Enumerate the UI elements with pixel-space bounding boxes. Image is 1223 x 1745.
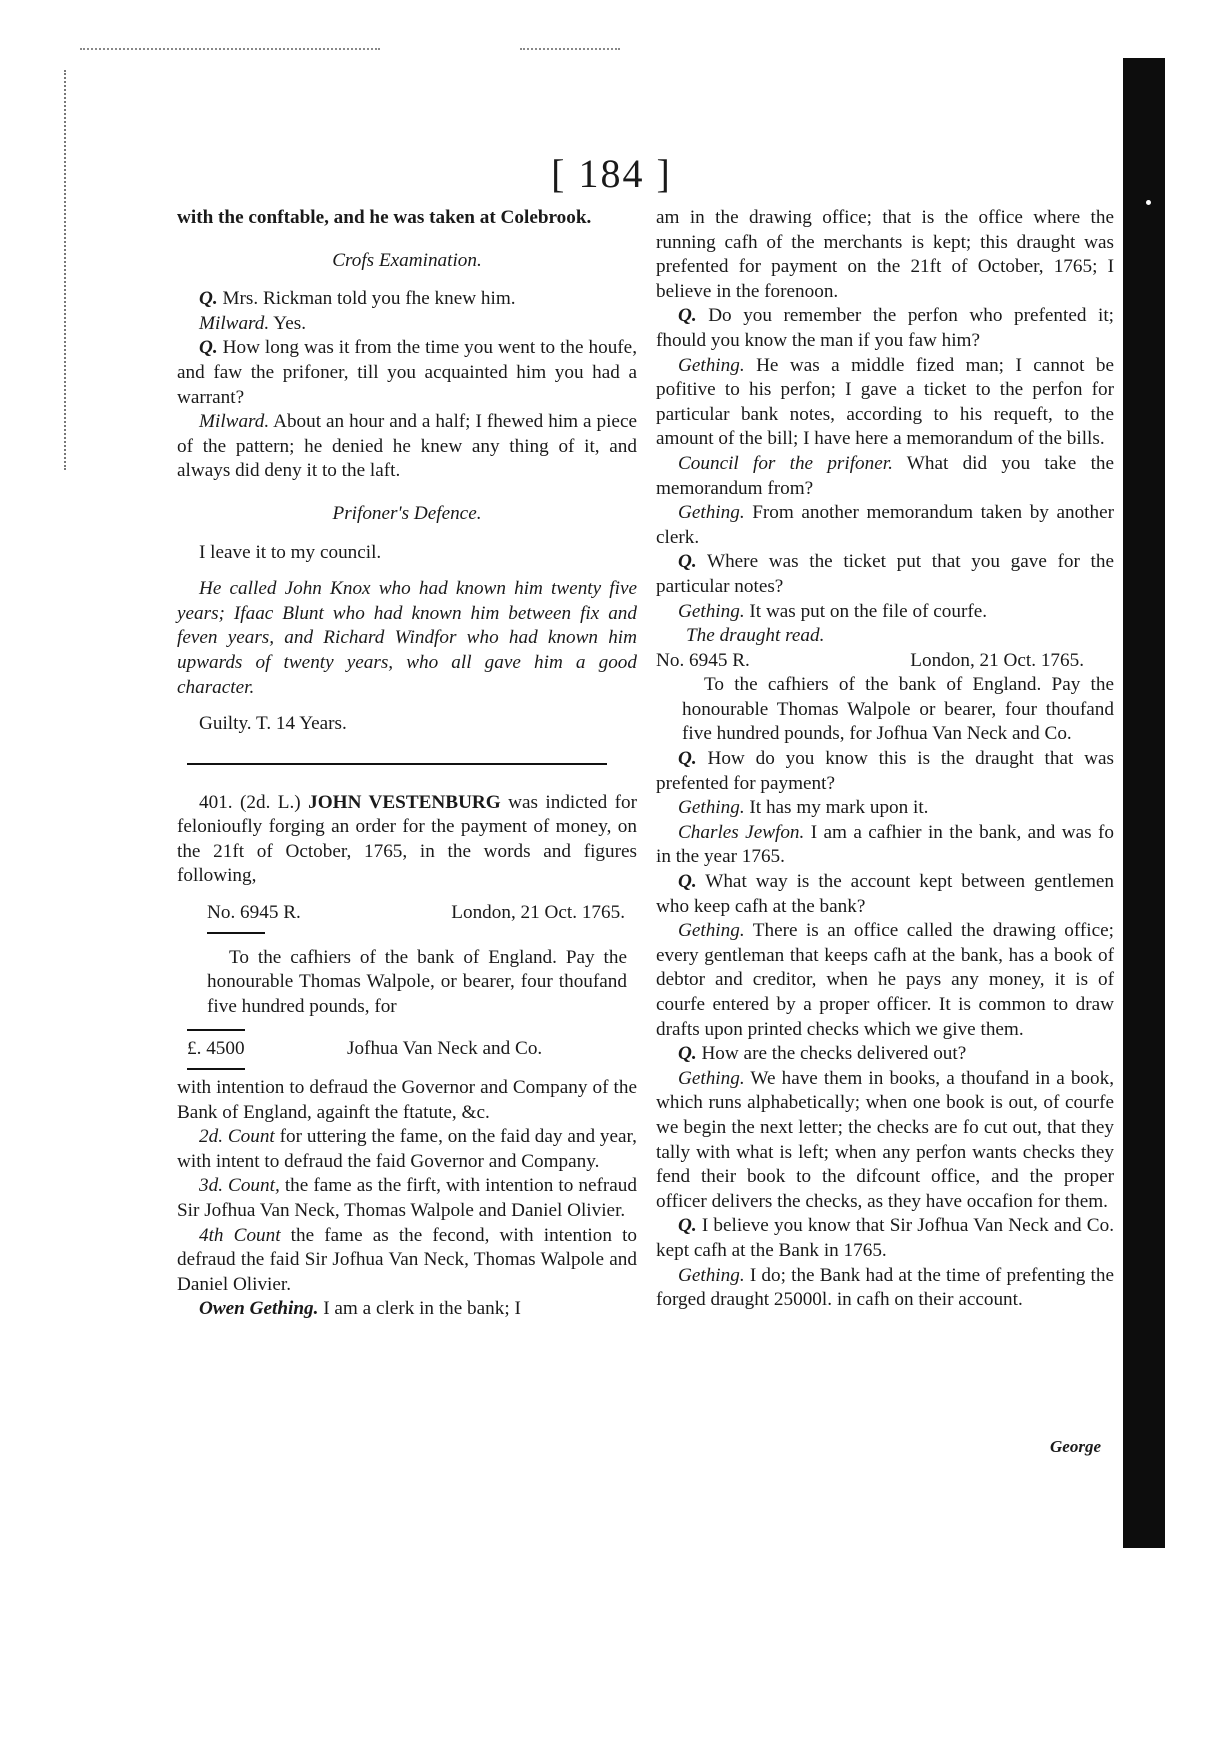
question-text: How long was it from the time you went to the houfe, and faw the prifoner, till you acquainted him you had a warrant? <box>177 337 637 408</box>
answer-paragraph <box>656 1067 1114 1215</box>
draught-read-label: The draught read. <box>686 625 825 647</box>
draft-number: No. 6945 R. <box>207 902 301 924</box>
question-paragraph <box>656 870 1114 919</box>
speaker-name: Milward. <box>199 411 270 433</box>
count-paragraph <box>177 1224 637 1298</box>
case-heading-paragraph <box>177 791 637 889</box>
speaker-name: Gething. <box>678 1264 745 1286</box>
answer-text: What did you take the memorandum from? <box>656 452 1115 499</box>
answer-text: From another memorandum taken by another clerk. <box>656 502 1114 548</box>
question-text: What way is the account kept between gentlemen who keep cafh at the bank? <box>656 871 1114 917</box>
answer-paragraph <box>656 919 1114 1042</box>
defence-heading: Prifoner's Defence. <box>332 502 482 524</box>
question-paragraph <box>656 1042 1114 1067</box>
count-label: 2d. Count <box>199 1126 275 1148</box>
scan-speckle-left <box>64 70 72 470</box>
answer-paragraph <box>177 410 637 484</box>
draft-rule <box>187 1068 245 1070</box>
answer-paragraph <box>656 501 1114 550</box>
witness-paragraph <box>177 1297 637 1322</box>
answer-text: He was a middle fized man; I cannot be pofitive to his perfon; I gave a ticket to the perfon for particular bank notes, according to his requeft, to the amount of the bill; I have here a memorandum of the bills. <box>656 354 1114 450</box>
answer-text: I do; the Bank had at the time of prefenting the forged draught 25000l. in cafh on their account. <box>656 1264 1114 1311</box>
speaker-name: Gething. <box>678 1067 745 1089</box>
question-paragraph <box>656 1214 1114 1263</box>
count-text: the fame as the fecond, with intention to defraud the faid Sir Jofhua Van Neck, Thomas Walpole and Daniel Olivier. <box>177 1224 637 1295</box>
answer-text: Yes. <box>269 312 306 334</box>
answer-paragraph <box>656 1264 1114 1313</box>
speaker-name: Council for the prifoner. <box>678 452 893 474</box>
question-mark: Q. <box>199 337 218 359</box>
verdict: Guilty. T. 14 Years. <box>199 713 347 735</box>
question-mark: Q. <box>678 551 697 573</box>
speaker-name: Gething. <box>678 354 745 376</box>
page-number: [ 184 ] <box>551 151 672 196</box>
count-label: 4th Count <box>199 1224 281 1246</box>
question-mark: Q. <box>678 748 697 770</box>
draft-header-row <box>656 649 1114 674</box>
section-divider <box>187 763 607 765</box>
question-text: How are the checks delivered out? <box>696 1043 967 1065</box>
question-mark: Q. <box>678 1043 697 1065</box>
draft-date: London, 21 Oct. 1765. <box>910 649 1084 671</box>
speaker-name: Owen Gething. <box>199 1298 319 1320</box>
right-column <box>656 206 1114 1313</box>
draft-rule <box>187 1029 245 1031</box>
scan-edge-hole <box>1146 200 1151 205</box>
answer-text: It has my mark upon it. <box>744 797 929 819</box>
drawer-name: Jofhua Van Neck and Co. <box>347 1038 543 1060</box>
answer-text: I am a cafhier in the bank, and was fo in the year 1765. <box>656 821 1114 868</box>
cross-examination-heading: Crofs Examination. <box>332 249 482 271</box>
scan-edge-bar <box>1123 58 1165 1548</box>
question-paragraph <box>177 287 637 312</box>
draft-amount: £. 4500 <box>187 1038 245 1060</box>
answer-text: About an hour and a half; I fhewed him a piece of the pattern; he denied he knew any thing of it, and always did deny it to the laft. <box>177 411 637 482</box>
draft-date: London, 21 Oct. 1765. <box>451 902 625 924</box>
speaker-name: Charles Jewfon. <box>678 821 805 843</box>
scan-speckle-top-2 <box>520 48 620 52</box>
question-mark: Q. <box>678 871 697 893</box>
draft-body: To the cafhiers of the bank of England. Pay the honourable Thomas Walpole or bearer, four thoufand five hundred pounds, for Jofhua Van Neck and Co. <box>682 674 1114 745</box>
left-column <box>177 206 637 1322</box>
question-paragraph <box>656 304 1114 353</box>
count-label: 3d. Count, <box>199 1175 280 1197</box>
question-paragraph <box>177 336 637 410</box>
indictment-text: was indicted for felonioufly forging an order for the payment of money, on the 21ft of October, 1765, in the words and figures following, <box>177 791 637 887</box>
question-paragraph <box>656 747 1114 796</box>
count-paragraph <box>177 1174 637 1223</box>
speaker-name: Gething. <box>678 600 745 622</box>
speaker-name: Gething. <box>678 502 745 524</box>
answer-paragraph <box>656 796 1114 821</box>
character-witnesses: He called John Knox who had known him twenty five years; Ifaac Blunt who had known him between fix and feven years, and Richard Windfor who had known him upwards of twenty years, who all gave him a good character. <box>177 578 637 698</box>
defence-text: I leave it to my council. <box>199 541 382 563</box>
count-text: the fame as the firft, with intention to nefraud Sir Jofhua Van Neck, Thomas Walpole and Daniel Olivier. <box>177 1175 637 1221</box>
answer-paragraph <box>656 600 1114 625</box>
question-text: I believe you know that Sir Jofhua Van Neck and Co. kept cafh at the Bank in 1765. <box>656 1215 1114 1261</box>
answer-paragraph <box>177 312 637 337</box>
question-paragraph <box>656 550 1114 599</box>
speaker-name: Milward. <box>199 312 270 334</box>
question-mark: Q. <box>678 305 697 327</box>
catchword: George <box>1050 1437 1101 1456</box>
question-text: Do you remember the perfon who prefented it; fhould you know the man if you faw him? <box>656 305 1114 351</box>
answer-text: There is an office called the drawing office; every gentleman that keeps cafh at the bank, has a book of debtor and creditor, when he pays any money, it is of courfe entered by a proper officer. It is common to draw drafts upon printed checks which we give them. <box>656 920 1114 1040</box>
draft-number: No. 6945 R. <box>656 649 750 671</box>
question-mark: Q. <box>678 1215 697 1237</box>
answer-paragraph <box>656 354 1114 452</box>
amount-row <box>177 1037 637 1062</box>
answer-paragraph <box>656 452 1114 501</box>
draft-header-row <box>177 901 637 926</box>
answer-text: We have them in books, a thoufand in a book, which runs alphabetically; when one book is out, of courfe we begin the next letter; the checks are fo cut out, that they tally with what is left; when any perfon wants checks they fend their book to the difcount office, and the proper officer delivers the checks, as they have occafion for them. <box>656 1067 1114 1212</box>
speaker-name: Gething. <box>678 797 745 819</box>
answer-paragraph <box>656 821 1114 870</box>
intent-paragraph: with intention to defraud the Governor and Company of the Bank of England, againft the ftatute, &c. <box>177 1077 637 1123</box>
count-paragraph <box>177 1125 637 1174</box>
left-opening-text: with the conftable, and he was taken at Colebrook. <box>177 207 592 228</box>
defendant-name: JOHN VESTENBURG <box>300 791 501 813</box>
right-opening-text: am in the drawing office; that is the office where the running cafh of the merchants is kept; this draught was prefented for payment on the 21ft of October, 1765; I believe in the forenoon. <box>656 207 1114 302</box>
answer-text: It was put on the file of courfe. <box>744 600 988 622</box>
question-text: Mrs. Rickman told you fhe knew him. <box>217 288 516 310</box>
question-text: Where was the ticket put that you gave for the particular notes? <box>656 551 1114 597</box>
draft-rule <box>207 932 265 934</box>
scan-speckle-top <box>80 48 380 52</box>
count-text: for uttering the fame, on the faid day and year, with intent to defraud the faid Governor and Company. <box>177 1126 637 1172</box>
draft-body: To the cafhiers of the bank of England. Pay the honourable Thomas Walpole, or bearer, four thoufand five hundred pounds, for <box>207 946 627 1017</box>
speaker-name: Gething. <box>678 920 745 942</box>
question-mark: Q. <box>199 288 218 310</box>
witness-text: I am a clerk in the bank; I <box>318 1298 521 1320</box>
case-number: 401. (2d. L.) <box>199 791 301 813</box>
question-text: How do you know this is the draught that was prefented for payment? <box>656 748 1114 794</box>
